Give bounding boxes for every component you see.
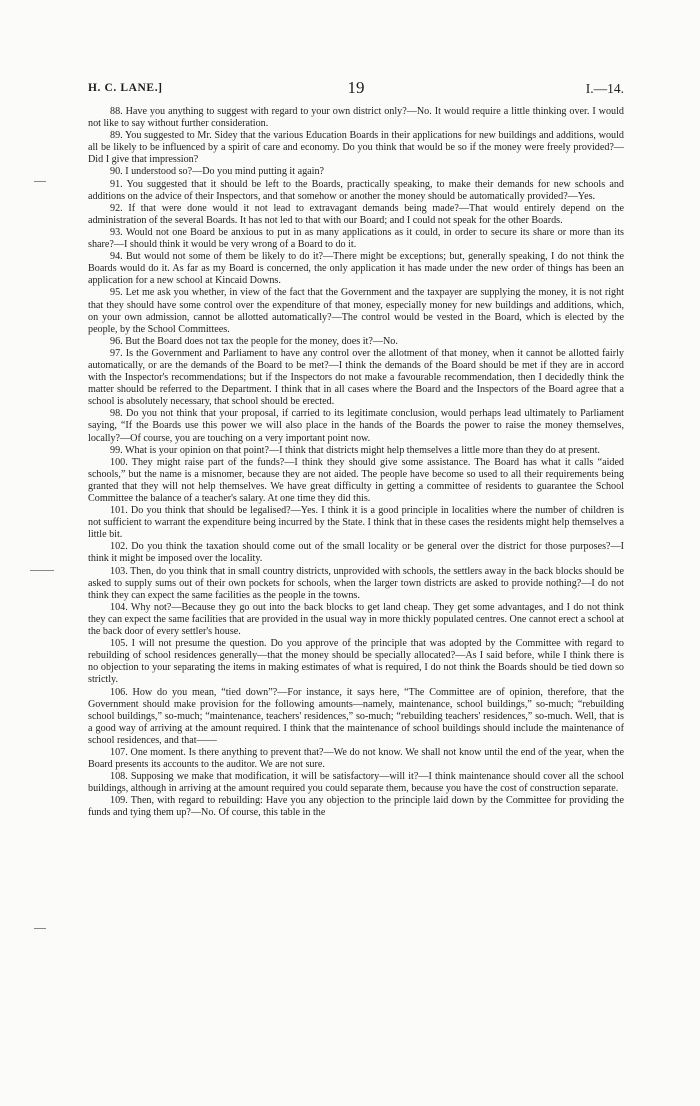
page-header: [88, 78, 624, 106]
question-paragraph: 106. How do you mean, “tied down”?—For instance, it says here, “The Committee are of opinion, therefore, that the Government should make provision for the following amounts—namely, maintenance, school buildings,” so-much; “rebuilding school buildings,” so-much; “maintenance, teachers' residences,” so-much; “rebuilding teachers' residences,” so-much. Well, that is a good way of arriving at the amount required. I think that the maintenance of school buildings should include the maintenance of school residences, and that——: [88, 686, 624, 746]
question-paragraph: 104. Why not?—Because they go out into the back blocks to get land cheap. They get some advantages, and I do not think they can expect the same facilities that are provided in the usual way in more thickly populated centres. One cannot erect a school at the back door of every settler's house.: [88, 601, 624, 638]
question-paragraph: 102. Do you think the taxation should come out of the small locality or be general over the district for those purposes?—I think it might be imposed over the locality.: [88, 541, 624, 565]
document-page: [88, 78, 624, 820]
question-paragraph: 101. Do you think that should be legalised?—Yes. I think it is a good principle in localities where the number of children is not sufficient to warrant the expenditure being incurred by the State. I think that in these cases the residents might help themselves a little bit.: [88, 505, 624, 541]
question-paragraph: 93. Would not one Board be anxious to put in as many applications as it could, in order to secure its share or more than its share?—I should think it would be very wrong of a Board to do it.: [88, 226, 624, 251]
question-paragraph: 94. But would not some of them be likely to do it?—There might be exceptions; but, generally speaking, I do not think the Boards would do it. As far as my Board is concerned, the only application it has made under the new order of things has been an application for a new school at Kincaid Downs.: [88, 251, 624, 287]
margin-mark: [34, 928, 46, 929]
question-paragraph: 109. Then, with regard to rebuilding: Have you any objection to the principle laid down by the Committee for providing the funds and tying them up?—No. Of course, this table in the: [88, 795, 624, 819]
testimony-body: [88, 106, 624, 820]
question-paragraph: 97. Is the Government and Parliament to have any control over the allotment of that money, when it cannot be allotted fairly automatically, or are the demands of the Board to be met?—I think the demands of the Board should be met if they are in accord with the Inspector's recommendations; but if the Inspectors do not make a favourable recommendation, then I decidedly think the matter should be referred to the Department. I think that in all cases where the Board and the Inspectors of the Board agree that a school is absolutely necessary, that school should be erected.: [88, 347, 624, 408]
question-paragraph: 88. Have you anything to suggest with regard to your own district only?—No. It would require a little thinking over. I would not like to say without further consideration.: [88, 106, 624, 130]
margin-mark: [34, 181, 46, 182]
question-paragraph: 98. Do you not think that your proposal, if carried to its legitimate conclusion, would perhaps lead ultimately to Parliament saying, “If the Boards use this power we will also place in the hands of the Boards the power to raise the money themselves, locally?—Of course, you are touching on a very important point now.: [88, 408, 624, 444]
question-paragraph: 108. Supposing we make that modification, it will be satisfactory—will it?—I think maintenance should cover all the school buildings, although in arriving at the amount required you could separate them, because you have the cost of construction separate.: [88, 771, 624, 795]
document-reference: I.—14.: [585, 81, 624, 96]
question-paragraph: 107. One moment. Is there anything to prevent that?—We do not know. We shall not know until the end of the year, when the Board presents its accounts to the auditor. We are not sure.: [88, 746, 624, 771]
question-paragraph: 90. I understood so?—Do you mind putting it again?: [110, 166, 325, 178]
margin-mark: [30, 570, 54, 571]
page-number: 19: [347, 78, 365, 97]
question-paragraph: 100. They might raise part of the funds?—I think they should give some assistance. The Board has what it calls “aided schools,” but the name is a misnomer, because they are not aided. The people have become so used to all their requirements being granted that they will not help themselves. We have great difficulty in getting a committee of residents to guarantee the School Committee the balance of a teacher's salary. At one time they did this.: [88, 456, 624, 504]
question-paragraph: 95. Let me ask you whether, in view of the fact that the Government and the taxpayer are supplying the money, it is not right that they should have some control over the expenditure of that money, especially money for new buildings and additions, which, on your own admission, cannot be allotted automatically?—The control would be vested in the Board, which is elected by the people, by the School Committees.: [88, 287, 624, 335]
question-paragraph: 99. What is your opinion on that point?—I think that districts might help themselves a little more than they do at present.: [110, 444, 600, 456]
question-paragraph: 96. But the Board does not tax the people for the money, does it?—No.: [110, 335, 398, 347]
question-paragraph: 89. You suggested to Mr. Sidey that the various Education Boards in their applications for new buildings and additions, would all be likely to be influenced by a spirit of care and economy. Do you think that would be so if the money were freely provided?—Did I give that impression?: [88, 130, 624, 166]
question-paragraph: 103. Then, do you think that in small country districts, unprovided with schools, the settlers away in the back blocks should be asked to supply sums out of their own pockets for schools, when the larger town districts are asked to provide nothing?—I do not think they can expect the same facilities as the people in the towns.: [88, 565, 624, 601]
witness-name: H. C. LANE.]: [88, 82, 163, 94]
question-paragraph: 91. You suggested that it should be left to the Boards, practically speaking, to make their demands for new schools and additions on the advice of their Inspectors, and that somehow or another the money should be automatically provided?—Yes.: [88, 178, 624, 202]
question-paragraph: 105. I will not presume the question. Do you approve of the principle that was adopted by the Committee with regard to rebuilding of school residences generally—that the money should be specially allocated?—As I said before, while I think there is no objection to your separating the items in making estimates of what is required, I do not think the Boards should be tied down so strictly.: [88, 638, 624, 686]
question-paragraph: 92. If that were done would it not lead to extravagant demands being made?—That would entirely depend on the administration of the several Boards. It has not led to that with our Board; and I could not speak for the other Boards.: [88, 202, 624, 226]
